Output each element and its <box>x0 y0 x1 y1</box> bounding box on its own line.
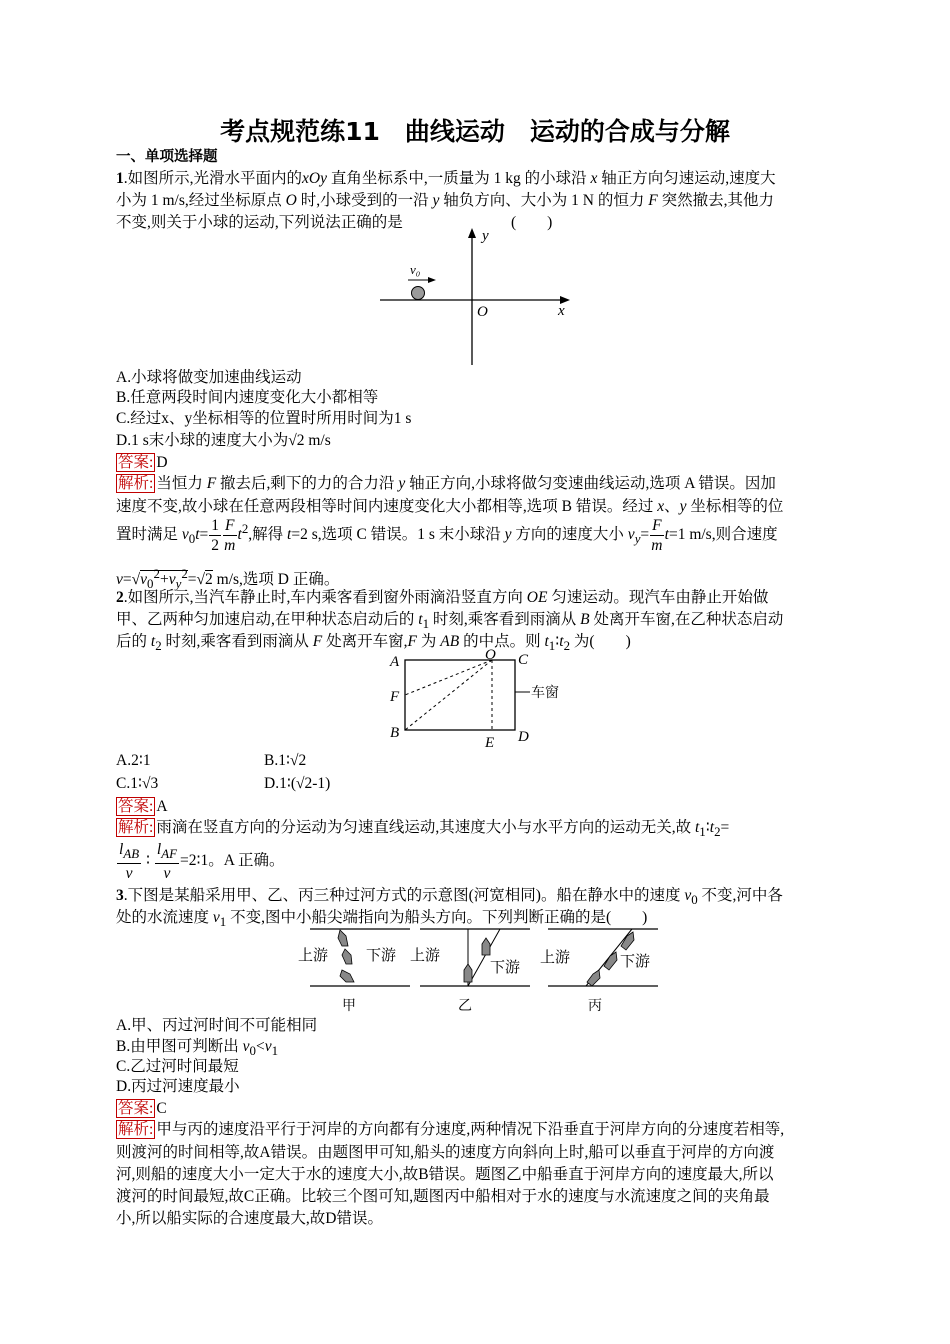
q3-analysis-line-3: 河,则船的速度大小一定大于水的速度大小,故B错误。题图乙中船垂直于河岸方向的速度最大,所以 <box>116 1166 774 1183</box>
y-axis-arrow <box>468 228 476 238</box>
q3-option-d: D.丙过河速度最小 <box>116 1078 240 1095</box>
label-jia: 甲 <box>342 999 356 1014</box>
q1-analysis-line-1: 解析: 当恒力 F 撤去后,剩下的力的合力沿 y 轴正方向,小球将做匀变速曲线运动,选项 A 错误。因加 <box>118 475 776 492</box>
q1-option-c: C.经过x、y坐标相等的位置时所用时间为1 s <box>116 410 412 427</box>
q2-analysis-line-1: 解析: 雨滴在竖直方向的分运动为匀速直线运动,其速度大小与水平方向的运动无关,故 $t_1∶t_2=$ <box>118 819 730 840</box>
bing-downstream: 下游 <box>620 954 651 970</box>
label-bing: 丙 <box>588 999 602 1014</box>
q3-analysis-line-1: 解析: 甲与丙的速度沿平行于河岸的方向都有分速度,两种情况下沿垂直于河岸方向的分速度若相等, <box>118 1121 785 1138</box>
bing-upstream: 上游 <box>540 950 571 966</box>
label-B: B <box>390 725 400 741</box>
q2-stem-line-1: 2.如图所示,当汽车静止时,车内乘客看到窗外雨滴沿竖直方向 OE 匀速运动。现汽车由静止开始做 <box>116 589 769 606</box>
velocity-label: v₀ <box>410 262 421 277</box>
label-D: D <box>518 729 529 745</box>
boat-yi-1 <box>464 964 472 982</box>
jia-upstream: 上游 <box>298 948 329 964</box>
q1-option-a: A.小球将做变加速曲线运动 <box>116 369 302 386</box>
boat-yi-2 <box>482 938 490 955</box>
analysis-tag: 解析: <box>118 819 154 836</box>
ball <box>412 287 425 300</box>
dashed-line-OF <box>405 660 492 695</box>
q2-option-c: C.1∶√3 <box>116 775 159 792</box>
q3-stem-line-2: 处的水流速度 $v_1$ 不变,图中小船尖端指向为船头方向。下列判断正确的是( ) <box>116 909 648 930</box>
q2-analysis-line-2: $\frac{l_{AB}}{v}$ ∶ $\frac{l_{AF}}{v}$ =2∶1。A 正确。 <box>119 841 285 883</box>
label-C: C <box>518 652 529 668</box>
answer-tag: 答案: <box>118 798 154 815</box>
q1-coordinate-figure <box>370 222 580 370</box>
q2-window-figure <box>385 648 575 752</box>
q2-option-a: A.2∶1 <box>116 752 151 769</box>
q1-analysis-line-2: 速度不变,故小球在任意两段相等时间内速度变化大小都相等,选项 B 错误。经过 x、y 坐标相等的位 <box>116 498 784 515</box>
label-yi: 乙 <box>458 999 472 1014</box>
q3-option-a: A.甲、丙过河时间不可能相同 <box>116 1017 318 1034</box>
analysis-tag: 解析: <box>118 475 154 492</box>
boat-bing-3 <box>587 970 600 986</box>
label-E: E <box>485 735 495 751</box>
q2-stem-line-3: 后的 $t_2$ 时刻,乘客看到雨滴从 F 处离开车窗,F 为 AB 的中点。则 $t_1∶t_2$ 为( ) <box>116 633 631 654</box>
label-F: F <box>390 689 400 705</box>
yi-downstream: 下游 <box>490 960 521 976</box>
q1-answer-line <box>116 452 836 473</box>
q2-answer-line <box>116 796 836 817</box>
analysis-tag: 解析: <box>118 1121 154 1138</box>
q3-analysis-line-2: 则渡河的时间相等,故A错误。由题图甲可知,船头的速度方向斜向上时,船可以垂直于河岸的方向渡 <box>116 1144 775 1161</box>
yi-upstream: 上游 <box>410 948 441 964</box>
q3-stem-line-1: 3.下图是某船采用甲、乙、丙三种过河方式的示意图(河宽相同)。船在静水中的速度 $v_0$ 不变,河中各 <box>116 887 783 908</box>
boat-jia-3 <box>340 970 354 982</box>
q2-stem-line-2: 甲、乙两种匀加速启动,在甲种状态启动后的 $t_1$ 时刻,乘客看到雨滴从 B 处离开车窗,在乙种状态启动 <box>116 611 784 632</box>
q1-stem-line-2: 小为 1 m/s,经过坐标原点 O 时,小球受到的一沿 y 轴负方向、大小为 1 N 的恒力 F 突然撤去,其他力 <box>116 192 774 209</box>
q1-bracket: ( ) <box>511 214 553 231</box>
y-axis-label: y <box>482 228 489 244</box>
boat-jia-1 <box>338 930 348 946</box>
window-frame <box>405 660 515 730</box>
label-O: O <box>485 648 496 663</box>
label-A: A <box>390 654 400 670</box>
q2-answer: A <box>156 798 168 815</box>
answer-tag: 答案: <box>118 454 154 471</box>
q1-stem-line-1: 1.如图所示,光滑水平面内的xOy 直角坐标系中,一质量为 1 kg 的小球沿 x 轴正方向匀速运动,速度大 <box>116 170 776 187</box>
jia-downstream: 下游 <box>366 948 397 964</box>
q2-option-b: B.1∶√2 <box>264 752 307 769</box>
q1-analysis-line-4: $v=√v_0^2+v_y^2=√2$ m/s,选项 D 正确。 <box>116 566 340 592</box>
q1-option-b: B.任意两段时间内速度变化大小都相等 <box>116 389 379 406</box>
dashed-line-OB <box>405 660 492 730</box>
q3-analysis-line-5: 小,所以船实际的合速度最大,故D错误。 <box>116 1210 383 1227</box>
q3-river-figure <box>290 922 670 1018</box>
label-window: 车窗 <box>531 686 559 701</box>
q1-stem-line-3: 不变,则关于小球的运动,下列说法正确的是 ( ) <box>116 214 553 231</box>
q3-answer: C <box>156 1100 167 1117</box>
page-title: 考点规范练11 曲线运动 运动的合成与分解 <box>220 117 730 146</box>
q1-option-d: D.1 s末小球的速度大小为√2 m/s <box>116 432 331 449</box>
section-heading: 一、单项选择题 <box>116 149 218 165</box>
origin-label: O <box>477 304 488 320</box>
answer-tag: 答案: <box>118 1100 154 1117</box>
q3-option-b: B.由甲图可判断出 $v_0<v_1$ <box>116 1038 279 1059</box>
q3-option-c: C.乙过河时间最短 <box>116 1058 239 1075</box>
q2-option-d: D.1∶(√2-1) <box>264 775 331 792</box>
x-axis-label: x <box>558 303 565 319</box>
q1-answer: D <box>156 454 168 471</box>
q3-answer-line <box>116 1098 836 1119</box>
q3-analysis-line-4: 渡河的时间最短,故C正确。比较三个图可知,题图丙中船相对于水的速度与水流速度之间的夹角最 <box>116 1188 770 1205</box>
boat-jia-2 <box>342 949 352 964</box>
q1-analysis-line-3: 置时满足 $v_0t=$ $\frac{1}{2}$ $\frac{F}{m}$ $t^2$,解得 t=2 s,选项 C 错误。1 s 末小球沿 y 方向的速度大小 $v_y=$ $\frac{F}{m}$ t=1 m/s,则合速度 <box>116 517 778 554</box>
velocity-arrow-head <box>428 277 436 283</box>
